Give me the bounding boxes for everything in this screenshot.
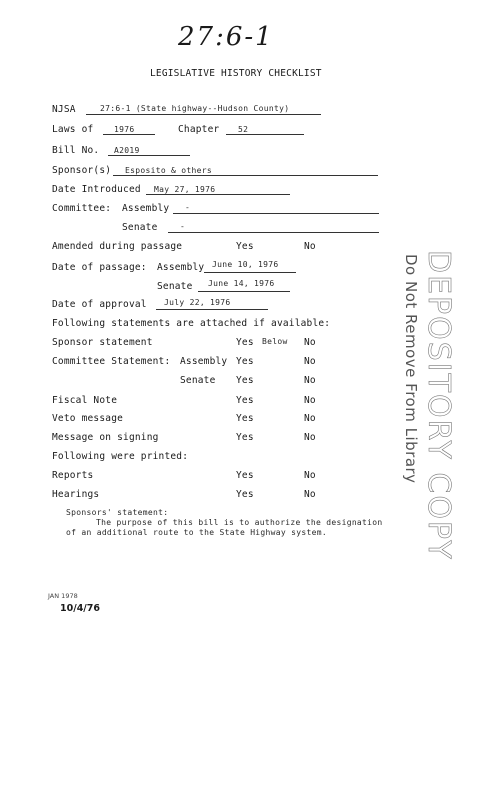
committee-statement-senate-yes: Yes [236,375,254,386]
sponsors-value: Esposito & others [125,166,212,175]
passage-senate-label: Senate [157,281,193,292]
laws-label: Laws of [52,124,94,135]
approval-label: Date of approval [52,299,147,310]
sponsors-label: Sponsor(s) [52,165,112,176]
received-stamp-date: JAN 1978 [48,592,78,600]
committee-senate-label: Senate [122,222,158,233]
reports-label: Reports [52,470,94,481]
hearings-no: No [304,489,316,500]
veto-message-yes: Yes [236,413,254,424]
veto-message-no: No [304,413,316,424]
sponsor-statement-no: No [304,337,316,348]
amended-label: Amended during passage [52,241,183,252]
amended-yes: Yes [236,241,254,252]
committee-statement-assembly-label: Assembly [180,356,228,367]
printed-heading: Following were printed: [52,451,189,462]
statement-line-2: of an additional route to the State Highway system. [66,528,327,537]
veto-message-label: Veto message [52,413,124,424]
message-signing-no: No [304,432,316,443]
fiscal-note-yes: Yes [236,395,254,406]
statement-heading: Sponsors' statement: [66,508,169,517]
stamp-line-do-not-remove: Do Not Remove From Library [402,254,420,484]
amended-no: No [304,241,316,252]
statements-heading: Following statements are attached if available: [52,318,331,329]
njsa-label: NJSA [52,104,76,115]
sponsor-statement-below: Below [262,337,288,346]
committee-statement-assembly-yes: Yes [236,356,254,367]
page-title: LEGISLATIVE HISTORY CHECKLIST [150,68,322,79]
committee-statement-senate-label: Senate [180,375,216,386]
committee-assembly-value: - [185,203,191,212]
handwritten-number: 27:6-1 [178,22,274,52]
reports-no: No [304,470,316,481]
footer-date: 10/4/76 [60,603,100,614]
committee-assembly-underline [173,202,379,214]
hearings-yes: Yes [236,489,254,500]
passage-label: Date of passage: [52,262,147,273]
introduced-value: May 27, 1976 [154,185,216,194]
chapter-label: Chapter [178,124,220,135]
message-signing-label: Message on signing [52,432,159,443]
reports-yes: Yes [236,470,254,481]
laws-value: 1976 [114,125,135,134]
njsa-value: 27:6-1 (State highway--Hudson County) [100,104,290,113]
chapter-value: 52 [238,125,249,134]
committee-statement-label: Committee Statement: [52,356,171,367]
introduced-label: Date Introduced [52,184,141,195]
sponsor-statement-yes: Yes [236,337,254,348]
bill-label: Bill No. [52,145,100,156]
passage-assembly-label: Assembly [157,262,205,273]
committee-senate-value: - [180,222,186,231]
committee-label: Committee: [52,203,112,214]
committee-statement-assembly-no: No [304,356,316,367]
stamp-line-depository: DEPOSITORY COPY [421,250,456,561]
depository-copy-stamp [402,250,468,561]
message-signing-yes: Yes [236,432,254,443]
passage-senate-value: June 14, 1976 [208,279,275,288]
approval-value: July 22, 1976 [164,298,231,307]
hearings-label: Hearings [52,489,100,500]
fiscal-note-label: Fiscal Note [52,395,118,406]
committee-senate-underline [168,221,379,233]
fiscal-note-no: No [304,395,316,406]
sponsor-statement-label: Sponsor statement [52,337,153,348]
committee-statement-senate-no: No [304,375,316,386]
bill-value: A2019 [114,146,140,155]
passage-assembly-value: June 10, 1976 [212,260,279,269]
committee-assembly-label: Assembly [122,203,170,214]
statement-line-1: The purpose of this bill is to authorize the designation [96,518,383,527]
